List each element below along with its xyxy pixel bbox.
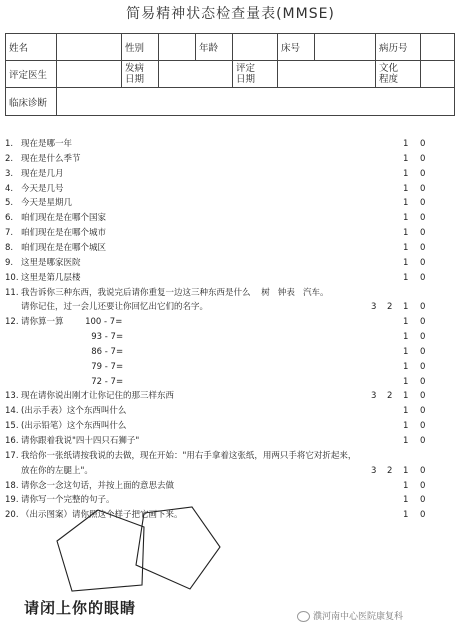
score-option[interactable]: 0 bbox=[420, 139, 426, 149]
score-option[interactable]: 1 bbox=[403, 361, 409, 372]
question-row bbox=[5, 286, 329, 300]
question-number: 1. bbox=[5, 139, 14, 149]
question-text: 请你念一念这句话，并按上面的意思去做 bbox=[21, 480, 175, 491]
question-text: 请你写一个完整的句子。 bbox=[21, 495, 115, 506]
question-text: 今天是星期几 bbox=[21, 198, 73, 209]
question-row bbox=[5, 271, 81, 285]
score-option[interactable]: 1 bbox=[403, 332, 409, 343]
label-education: 文化 程度 bbox=[376, 61, 421, 88]
question-row bbox=[5, 330, 123, 344]
score-option[interactable]: 1 bbox=[403, 242, 409, 253]
question-number: 6. bbox=[5, 213, 14, 224]
question-text: 现在是几月 bbox=[21, 168, 64, 179]
score-option[interactable]: 1 bbox=[403, 168, 409, 179]
question-number: 2. bbox=[5, 153, 14, 164]
question-text: （出示图案）请你照这个样子把它画下来。 bbox=[21, 510, 183, 521]
question-number: 12. bbox=[5, 317, 19, 328]
score-option[interactable]: 1 bbox=[403, 421, 409, 432]
question-row bbox=[5, 449, 356, 463]
question-row bbox=[5, 152, 81, 166]
question-number: 13. bbox=[5, 391, 19, 402]
label-name: 姓名 bbox=[6, 34, 57, 61]
score-option[interactable]: 1 bbox=[403, 465, 409, 476]
question-text: 咱们现在是在哪个城市 bbox=[21, 228, 107, 239]
question-row bbox=[5, 182, 64, 196]
question-number: 19. bbox=[5, 495, 19, 506]
question-text: 请你算一算 100 - 7= bbox=[21, 317, 123, 328]
score-option[interactable]: 1 bbox=[403, 213, 409, 224]
score-option[interactable]: 0 bbox=[420, 242, 426, 253]
question-text: 我告诉你三种东西，我说完后请你重复一边这三种东西是什么 树 钟表 汽车。 bbox=[21, 287, 329, 298]
score-option[interactable]: 3 bbox=[371, 391, 377, 402]
score-option[interactable]: 2 bbox=[387, 391, 393, 402]
question-number: 8. bbox=[5, 242, 14, 253]
score-option[interactable]: 1 bbox=[403, 480, 409, 491]
score-option[interactable]: 1 bbox=[403, 317, 409, 328]
score-option[interactable]: 0 bbox=[420, 421, 426, 432]
score-option[interactable]: 1 bbox=[403, 139, 409, 149]
label-gender: 性别 bbox=[122, 34, 159, 61]
label-diagnosis: 临床诊断 bbox=[6, 88, 57, 116]
score-option[interactable]: 1 bbox=[403, 257, 409, 268]
question-number: 20. bbox=[5, 510, 19, 521]
score-option[interactable]: 3 bbox=[371, 302, 377, 313]
score-option[interactable]: 0 bbox=[420, 376, 426, 387]
question-text: 72 - 7= bbox=[21, 376, 124, 387]
question-number: 4. bbox=[5, 183, 14, 194]
question-text: 这里是第几层楼 bbox=[21, 272, 81, 283]
question-number: 18. bbox=[5, 480, 19, 491]
question-row bbox=[5, 345, 123, 359]
question-row bbox=[5, 137, 72, 151]
pentagon-right bbox=[136, 507, 220, 589]
score-option[interactable]: 0 bbox=[420, 480, 426, 491]
score-option[interactable]: 1 bbox=[403, 228, 409, 239]
score-option[interactable]: 0 bbox=[420, 198, 426, 209]
score-option[interactable]: 0 bbox=[420, 168, 426, 179]
question-text: 现在是什么季节 bbox=[21, 153, 81, 164]
wechat-icon bbox=[297, 611, 310, 622]
question-number: 7. bbox=[5, 228, 14, 239]
intersecting-pentagons-figure bbox=[52, 505, 252, 597]
question-text: (出示铅笔）这个东西叫什么 bbox=[21, 421, 127, 432]
question-row bbox=[5, 389, 174, 403]
question-row bbox=[5, 464, 93, 478]
label-record: 病历号 bbox=[376, 34, 421, 61]
question-row bbox=[5, 419, 126, 433]
score-option[interactable]: 3 bbox=[371, 465, 377, 476]
question-text: 我给你一张纸请按我说的去做，现在开始："用右手拿着这张纸，用两只手将它对折起来， bbox=[21, 450, 357, 461]
score-option[interactable]: 0 bbox=[420, 510, 426, 521]
score-option[interactable]: 0 bbox=[420, 346, 426, 357]
question-number: 14. bbox=[5, 406, 19, 417]
score-option[interactable]: 0 bbox=[420, 361, 426, 372]
score-option[interactable]: 1 bbox=[403, 302, 409, 313]
question-text: 这里是哪家医院 bbox=[21, 257, 81, 268]
score-option[interactable]: 0 bbox=[420, 317, 426, 328]
score-option[interactable]: 0 bbox=[420, 436, 426, 446]
question-text: 今天是几号 bbox=[21, 183, 64, 194]
score-option[interactable]: 0 bbox=[420, 495, 426, 506]
question-number: 9. bbox=[5, 257, 14, 268]
question-text: 79 - 7= bbox=[21, 361, 124, 372]
question-row bbox=[5, 211, 106, 225]
question-text: 放在你的左腿上"。 bbox=[21, 465, 93, 476]
label-eval-date: 评定 日期 bbox=[233, 61, 278, 88]
page-title: 简易精神状态检查量表(MMSE) bbox=[126, 6, 335, 22]
question-text: 咱们现在是在哪个城区 bbox=[21, 242, 107, 253]
question-text: 现在请你说出刚才让你记住的那三样东西 bbox=[21, 391, 175, 402]
question-number: 10. bbox=[5, 272, 19, 283]
question-number: 5. bbox=[5, 198, 14, 209]
score-option[interactable]: 1 bbox=[403, 183, 409, 194]
question-row bbox=[5, 300, 208, 314]
score-option[interactable]: 1 bbox=[403, 406, 409, 417]
score-option[interactable]: 1 bbox=[403, 346, 409, 357]
question-row bbox=[5, 375, 123, 389]
question-number: 3. bbox=[5, 168, 14, 179]
score-option[interactable]: 0 bbox=[420, 228, 426, 239]
question-text: 请你记住，过一会儿还要让你回忆出它们的名字。 bbox=[21, 302, 209, 313]
label-bed: 床号 bbox=[278, 34, 315, 61]
score-option[interactable]: 0 bbox=[420, 406, 426, 417]
question-number: 15. bbox=[5, 421, 19, 432]
close-eyes-text: 请闭上你的眼睛 bbox=[24, 599, 137, 617]
question-row bbox=[5, 256, 81, 270]
score-option[interactable]: 0 bbox=[420, 272, 426, 283]
score-option[interactable]: 0 bbox=[420, 332, 426, 343]
score-option[interactable]: 1 bbox=[403, 153, 409, 164]
score-option[interactable]: 1 bbox=[403, 272, 409, 283]
score-option[interactable]: 0 bbox=[420, 391, 426, 402]
score-option[interactable]: 1 bbox=[403, 495, 409, 506]
score-option[interactable]: 0 bbox=[420, 183, 426, 194]
score-option[interactable]: 0 bbox=[420, 213, 426, 224]
question-text: 86 - 7= bbox=[21, 346, 124, 357]
score-option[interactable]: 0 bbox=[420, 465, 426, 476]
question-row bbox=[5, 196, 72, 210]
score-option[interactable]: 2 bbox=[387, 302, 393, 313]
label-onset-date: 发病 日期 bbox=[122, 61, 159, 88]
question-row bbox=[5, 315, 122, 329]
watermark-text: 濮河南中心医院康复科 bbox=[313, 612, 404, 622]
question-row bbox=[5, 241, 106, 255]
question-number: 11. bbox=[5, 287, 19, 298]
question-number: 16. bbox=[5, 436, 19, 446]
score-option[interactable]: 1 bbox=[403, 436, 409, 446]
question-row bbox=[5, 360, 123, 374]
score-option[interactable]: 0 bbox=[420, 257, 426, 268]
question-row bbox=[5, 479, 174, 493]
question-row bbox=[5, 404, 126, 418]
question-text: 现在是哪一年 bbox=[21, 139, 73, 149]
question-number: 17. bbox=[5, 450, 19, 461]
question-row bbox=[5, 167, 64, 181]
score-option[interactable]: 0 bbox=[420, 302, 426, 313]
question-row bbox=[5, 434, 139, 448]
score-option[interactable]: 1 bbox=[403, 376, 409, 387]
score-option[interactable]: 1 bbox=[403, 391, 409, 402]
question-row bbox=[5, 226, 106, 240]
watermark bbox=[297, 609, 403, 622]
pentagon-left bbox=[57, 510, 144, 591]
question-text: 93 - 7= bbox=[21, 332, 124, 343]
question-text: 请你跟着我说"四十四只石狮子" bbox=[21, 436, 140, 446]
question-text: (出示手表）这个东西叫什么 bbox=[21, 406, 127, 417]
score-option[interactable]: 2 bbox=[387, 465, 393, 476]
score-option[interactable]: 1 bbox=[403, 510, 409, 521]
question-text: 咱们现在是在哪个国家 bbox=[21, 213, 107, 224]
label-doctor: 评定医生 bbox=[6, 61, 57, 88]
label-age: 年龄 bbox=[196, 34, 233, 61]
score-option[interactable]: 1 bbox=[403, 198, 409, 209]
score-option[interactable]: 0 bbox=[420, 153, 426, 164]
